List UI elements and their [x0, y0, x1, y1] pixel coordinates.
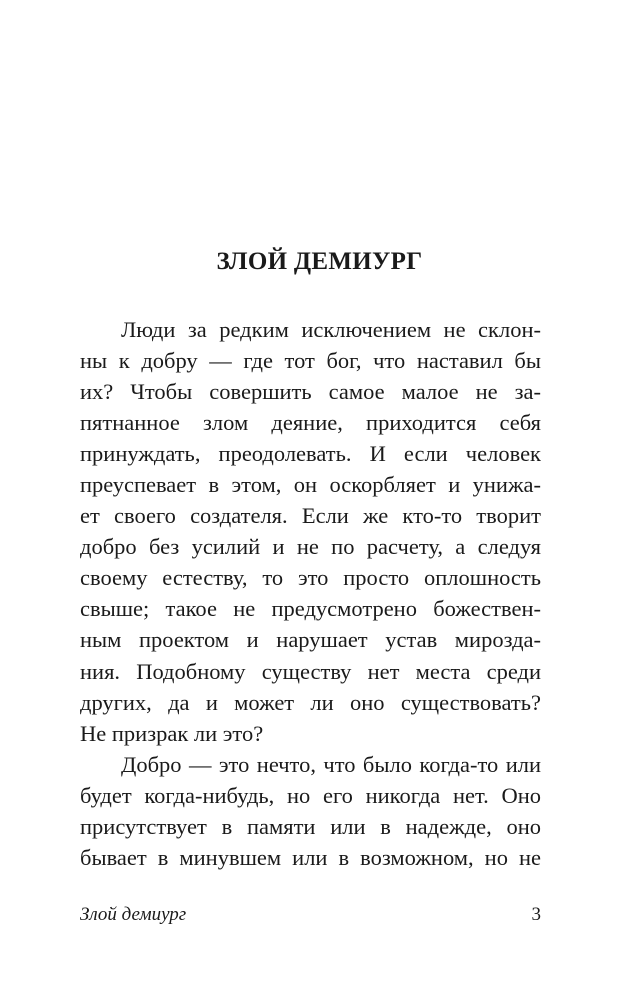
text-line: ны к добру — где тот бог, что наставил бы	[80, 348, 541, 374]
text-line: Люди за редким исключением не склон-	[121, 317, 541, 342]
text-line: присутствует в памяти или в надежде, оно	[80, 813, 541, 839]
text-line: преуспевает в этом, он оскорбляет и унижа-	[80, 472, 541, 498]
text-line: пятнанное злом деяние, приходится себя	[80, 410, 541, 436]
body-text	[80, 314, 541, 873]
page-footer	[80, 904, 541, 926]
text-line: других, да и может ли оно существовать?	[80, 689, 541, 715]
text-line: свыше; такое не предусмотрено божествен-	[80, 596, 541, 622]
text-line: добро без усилий и не по расчету, а следуя	[80, 534, 541, 560]
text-line: своему естеству, то это просто оплошность	[80, 565, 541, 591]
text-line: ния. Подобному существу нет места среди	[80, 658, 541, 684]
text-line: ет своего создателя. Если же кто-то творит	[80, 503, 541, 529]
text-line: принуждать, преодолевать. И если человек	[80, 441, 541, 467]
text-line: их? Чтобы совершить самое малое не за-	[80, 379, 541, 405]
text-line: Не призрак ли это?	[80, 720, 264, 746]
text-line: бывает в минувшем или в возможном, но не	[80, 844, 541, 870]
chapter-title: ЗЛОЙ ДЕМИУРГ	[216, 248, 423, 275]
text-line: Добро — это нечто, что было когда-то или	[121, 751, 541, 777]
running-head: Злой демиург	[80, 904, 187, 925]
page-number: 3	[531, 904, 541, 925]
text-line: ным проектом и нарушает устав мирозда-	[80, 627, 541, 653]
text-line: будет когда-нибудь, но его никогда нет. Оно	[80, 782, 541, 808]
